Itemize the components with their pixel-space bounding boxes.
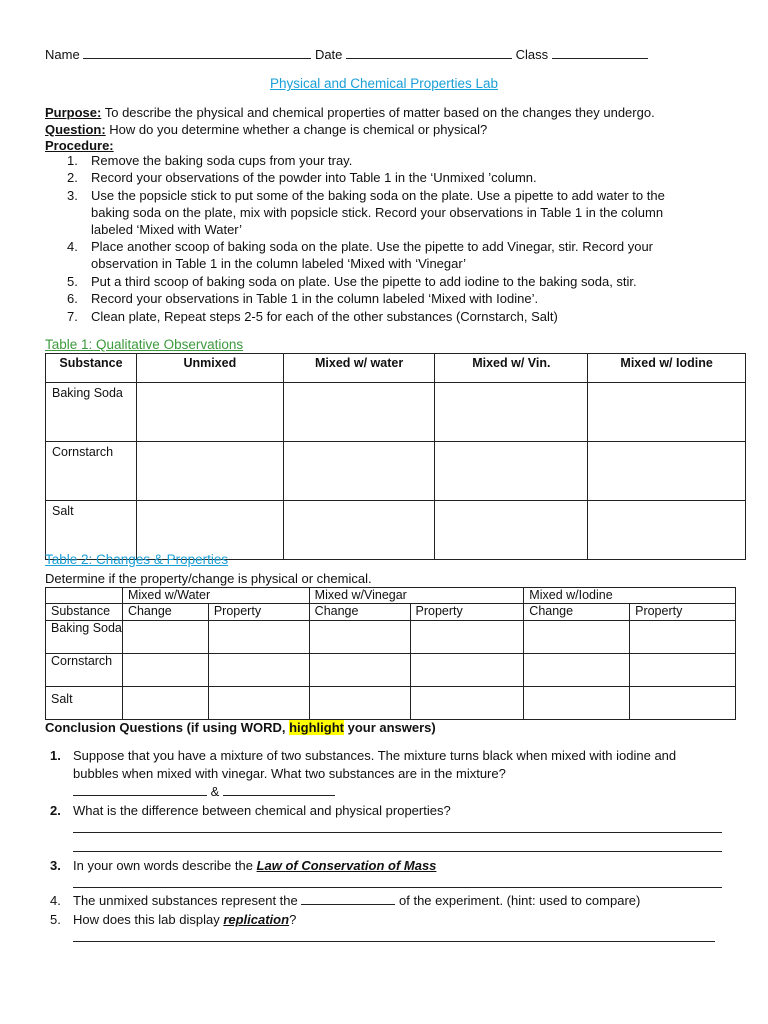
purpose-text: To describe the physical and chemical properties of matter based on the changes they undergo. bbox=[104, 105, 655, 120]
procedure-step: 4. Place another scoop of baking soda on the plate. Use the pipette to add Vinegar, stir. Record your bbox=[67, 239, 654, 254]
table-header: Property bbox=[410, 604, 524, 621]
row-label: Baking Soda bbox=[46, 621, 123, 654]
procedure-step-cont: baking soda on the plate, mix with popsicle stick. Record your observations in Table 1 in the column bbox=[91, 205, 664, 220]
question-5: 5. How does this lab display replication? bbox=[50, 912, 297, 927]
answer-cell[interactable] bbox=[435, 383, 588, 442]
table-header: Property bbox=[208, 604, 309, 621]
page-title: Physical and Chemical Properties Lab bbox=[269, 76, 499, 91]
answer-cell[interactable] bbox=[588, 383, 746, 442]
answer-line[interactable] bbox=[73, 851, 722, 852]
answer-line[interactable] bbox=[73, 887, 722, 888]
row-label: Salt bbox=[46, 501, 137, 560]
table-header: Property bbox=[630, 604, 736, 621]
conclusion-heading: Conclusion Questions (if using WORD, highlight your answers) bbox=[45, 720, 436, 735]
answer-cell[interactable] bbox=[435, 501, 588, 560]
class-label: Class bbox=[515, 47, 549, 62]
table-header: Mixed w/ Vin. bbox=[435, 354, 588, 383]
observations-table bbox=[45, 353, 746, 560]
table-row bbox=[46, 654, 736, 687]
procedure-step-cont: labeled ‘Mixed with Water’ bbox=[91, 222, 243, 237]
table-row bbox=[46, 621, 736, 654]
procedure-step: 7. Clean plate, Repeat steps 2-5 for each of the other substances (Cornstarch, Salt) bbox=[67, 309, 558, 324]
table-row bbox=[46, 442, 746, 501]
table-header: Change bbox=[524, 604, 630, 621]
table-header-row bbox=[46, 604, 736, 621]
procedure-step-cont: observation in Table 1 in the column labeled ‘Mixed with ‘Vinegar’ bbox=[91, 256, 467, 271]
table2-title: Table 2: Changes & Properties bbox=[45, 552, 229, 567]
answer-blank[interactable] bbox=[223, 783, 335, 796]
answer-cell[interactable] bbox=[630, 621, 736, 654]
header-name-row bbox=[45, 46, 648, 63]
highlight-word: highlight bbox=[289, 720, 344, 735]
answer-cell[interactable] bbox=[524, 621, 630, 654]
law-term: Law of Conservation of Mass bbox=[256, 858, 437, 873]
procedure-step: 3. Use the popsicle stick to put some of the baking soda on the plate. Use a pipette to add water to the bbox=[67, 188, 665, 203]
question-1-answer: & bbox=[73, 783, 335, 800]
answer-cell[interactable] bbox=[136, 383, 283, 442]
answer-cell[interactable] bbox=[309, 654, 410, 687]
procedure-step: 2. Record your observations of the powder into Table 1 in the ‘Unmixed ’column. bbox=[67, 170, 537, 185]
answer-cell[interactable] bbox=[283, 442, 435, 501]
answer-cell[interactable] bbox=[208, 621, 309, 654]
date-field[interactable] bbox=[346, 46, 512, 59]
table2-instruction: Determine if the property/change is physical or chemical. bbox=[45, 571, 372, 586]
procedure-step: 1. Remove the baking soda cups from your tray. bbox=[67, 153, 353, 168]
answer-cell[interactable] bbox=[588, 442, 746, 501]
table-row bbox=[46, 501, 746, 560]
replication-term: replication bbox=[223, 912, 290, 927]
class-field[interactable] bbox=[552, 46, 648, 59]
question-text: How do you determine whether a change is chemical or physical? bbox=[109, 122, 488, 137]
question-2: 2. What is the difference between chemical and physical properties? bbox=[50, 803, 451, 818]
group-header: Mixed w/Iodine bbox=[524, 588, 736, 604]
answer-cell[interactable] bbox=[588, 501, 746, 560]
answer-line[interactable] bbox=[73, 941, 715, 942]
answer-cell[interactable] bbox=[630, 654, 736, 687]
procedure-label: Procedure: bbox=[45, 138, 114, 153]
answer-cell[interactable] bbox=[309, 687, 410, 720]
table-row bbox=[46, 383, 746, 442]
answer-cell[interactable] bbox=[630, 687, 736, 720]
question-3: 3. In your own words describe the Law of Conservation of Mass bbox=[50, 858, 437, 873]
name-field[interactable] bbox=[83, 46, 311, 59]
row-label: Cornstarch bbox=[46, 442, 137, 501]
changes-table bbox=[45, 587, 736, 720]
answer-line[interactable] bbox=[73, 832, 722, 833]
table-header-row bbox=[46, 354, 746, 383]
row-label: Salt bbox=[46, 687, 123, 720]
table-header: Substance bbox=[46, 354, 137, 383]
answer-cell[interactable] bbox=[410, 687, 524, 720]
procedure-step: 5. Put a third scoop of baking soda on plate. Use the pipette to add iodine to the baking soda, stir. bbox=[67, 274, 637, 289]
name-label: Name bbox=[45, 47, 80, 62]
table1-title: Table 1: Qualitative Observations bbox=[45, 337, 244, 352]
table-group-row bbox=[46, 588, 736, 604]
procedure-step: 6. Record your observations in Table 1 in the column labeled ‘Mixed with Iodine’. bbox=[67, 291, 539, 306]
answer-cell[interactable] bbox=[524, 687, 630, 720]
answer-blank[interactable] bbox=[301, 892, 395, 905]
answer-cell[interactable] bbox=[283, 501, 435, 560]
group-header: Mixed w/Vinegar bbox=[309, 588, 524, 604]
table-header: Substance bbox=[46, 604, 123, 621]
question-4: 4. The unmixed substances represent the of the experiment. (hint: used to compare) bbox=[50, 893, 641, 908]
question-label: Question: bbox=[45, 122, 106, 137]
answer-cell[interactable] bbox=[208, 654, 309, 687]
answer-cell[interactable] bbox=[410, 621, 524, 654]
group-header: Mixed w/Water bbox=[122, 588, 309, 604]
row-label: Baking Soda bbox=[46, 383, 137, 442]
answer-cell[interactable] bbox=[136, 501, 283, 560]
date-label: Date bbox=[314, 47, 343, 62]
table-header: Unmixed bbox=[136, 354, 283, 383]
row-label: Cornstarch bbox=[46, 654, 123, 687]
answer-cell[interactable] bbox=[122, 621, 208, 654]
question-1-cont: bubbles when mixed with vinegar. What two substances are in the mixture? bbox=[73, 766, 506, 781]
answer-blank[interactable] bbox=[73, 783, 207, 796]
answer-cell[interactable] bbox=[122, 654, 208, 687]
answer-cell[interactable] bbox=[208, 687, 309, 720]
table-header: Mixed w/ Iodine bbox=[588, 354, 746, 383]
answer-cell[interactable] bbox=[122, 687, 208, 720]
question-1: 1. Suppose that you have a mixture of two substances. The mixture turns black when mixed with iodine and bbox=[50, 748, 677, 763]
answer-cell[interactable] bbox=[435, 442, 588, 501]
answer-cell[interactable] bbox=[410, 654, 524, 687]
table-row bbox=[46, 687, 736, 720]
answer-cell[interactable] bbox=[283, 383, 435, 442]
answer-cell[interactable] bbox=[524, 654, 630, 687]
table-header: Change bbox=[309, 604, 410, 621]
answer-cell[interactable] bbox=[309, 621, 410, 654]
purpose-label: Purpose: bbox=[45, 105, 102, 120]
purpose-line bbox=[45, 104, 655, 121]
question-line bbox=[45, 121, 487, 138]
table-header: Mixed w/ water bbox=[283, 354, 435, 383]
answer-cell[interactable] bbox=[136, 442, 283, 501]
table-header: Change bbox=[122, 604, 208, 621]
